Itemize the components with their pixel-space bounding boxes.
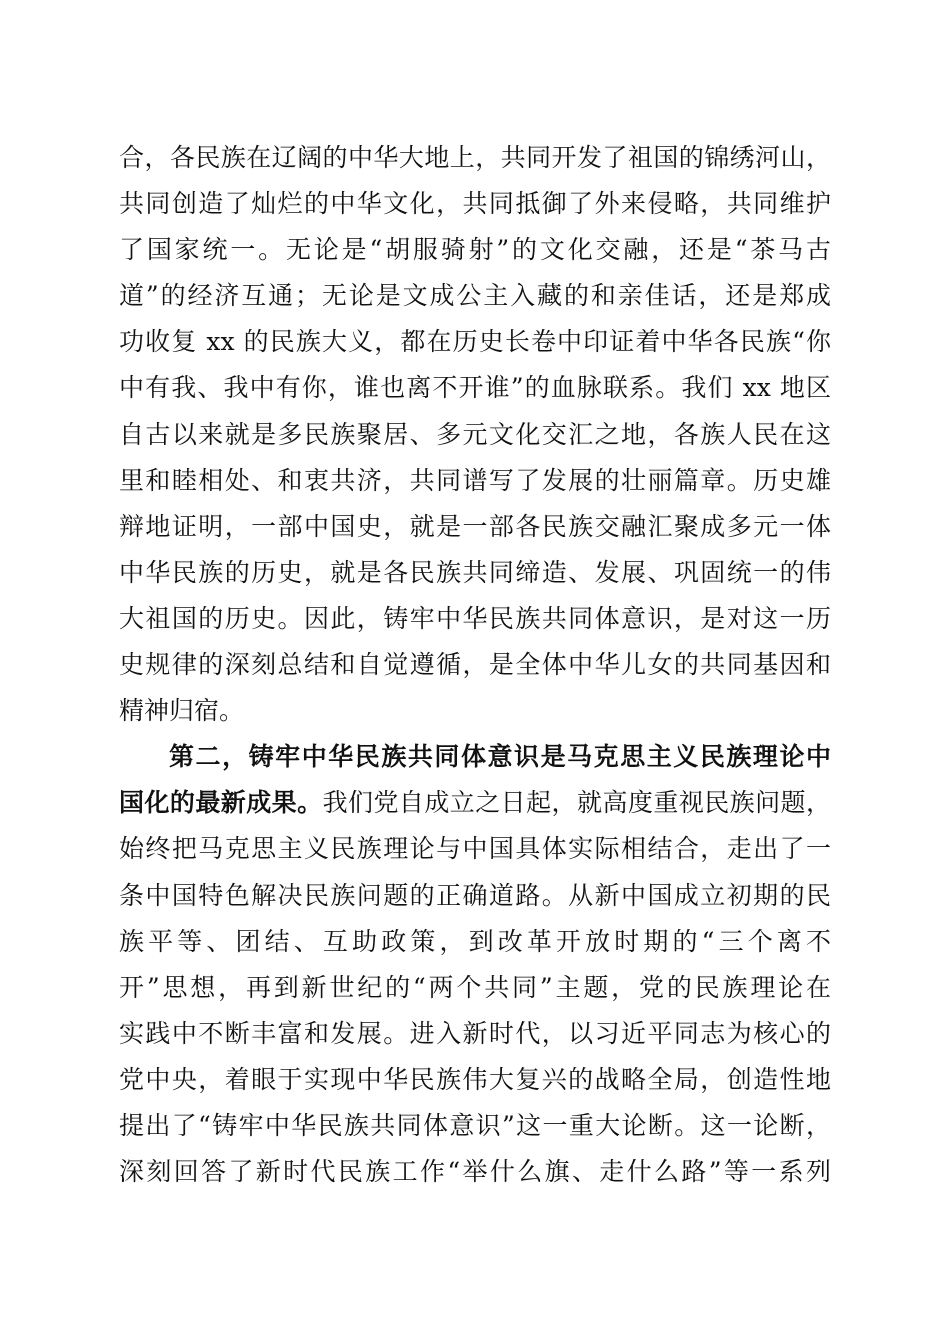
text-line: 中华民族的历史，就是各民族共同缔造、发展、巩固统一的伟 xyxy=(119,557,831,587)
section-heading-line: 第二，铸牢中华民族共同体意识是马克思主义民族理论中 xyxy=(169,742,831,772)
text-line: 合，各民族在辽阔的中华大地上，共同开发了祖国的锦绣河山， xyxy=(119,143,831,172)
paragraph-1 xyxy=(119,135,831,734)
text-line: 族平等、团结、互助政策，到改革开放时期的“三个离不 xyxy=(119,926,831,956)
text-line: 提出了“铸牢中华民族共同体意识”这一重大论断。这一论断， xyxy=(119,1110,831,1140)
text-line: 条中国特色解决民族问题的正确道路。从新中国成立初期的民 xyxy=(119,880,831,910)
text-line: 始终把马克思主义民族理论与中国具体实际相结合，走出了一 xyxy=(119,834,831,864)
paragraph-2 xyxy=(119,734,831,1195)
text-line-mixed xyxy=(119,780,831,826)
text-line: 共同创造了灿烂的中华文化，共同抵御了外来侵略，共同维护 xyxy=(119,189,831,219)
text-line: 开”思想，再到新世纪的“两个共同”主题，党的民族理论在 xyxy=(119,972,831,1002)
text-line: 实践中不断丰富和发展。进入新时代，以习近平同志为核心的 xyxy=(119,1018,831,1048)
text-line: 自古以来就是多民族聚居、多元文化交汇之地，各族人民在这 xyxy=(119,419,831,449)
text-line: 中有我、我中有你，谁也离不开谁”的血脉联系。我们 xx 地区 xyxy=(119,373,831,403)
text-line: 道”的经济互通；无论是文成公主入藏的和亲佳话，还是郑成 xyxy=(119,281,831,311)
section-heading-end: 国化的最新成果。 xyxy=(119,788,323,818)
text-line: 功收复 xx 的民族大义，都在历史长卷中印证着中华各民族“你 xyxy=(119,327,831,357)
document-body xyxy=(119,135,831,1195)
text-run: 我们党自成立之日起，就高度重视民族问题， xyxy=(322,788,831,818)
text-line: 了国家统一。无论是“胡服骑射”的文化交融，还是“茶马古 xyxy=(119,235,831,265)
text-line: 深刻回答了新时代民族工作“举什么旗、走什么路”等一系列 xyxy=(119,1157,831,1187)
text-line: 史规律的深刻总结和自觉遵循，是全体中华儿女的共同基因和 xyxy=(119,650,831,680)
text-line: 党中央，着眼于实现中华民族伟大复兴的战略全局，创造性地 xyxy=(119,1064,831,1094)
text-line: 辩地证明，一部中国史，就是一部各民族交融汇聚成多元一体 xyxy=(119,511,831,541)
text-line: 里和睦相处、和衷共济，共同谱写了发展的壮丽篇章。历史雄 xyxy=(119,465,831,495)
text-line: 大祖国的历史。因此，铸牢中华民族共同体意识，是对这一历 xyxy=(119,603,831,633)
text-line: 精神归宿。 xyxy=(119,696,245,726)
